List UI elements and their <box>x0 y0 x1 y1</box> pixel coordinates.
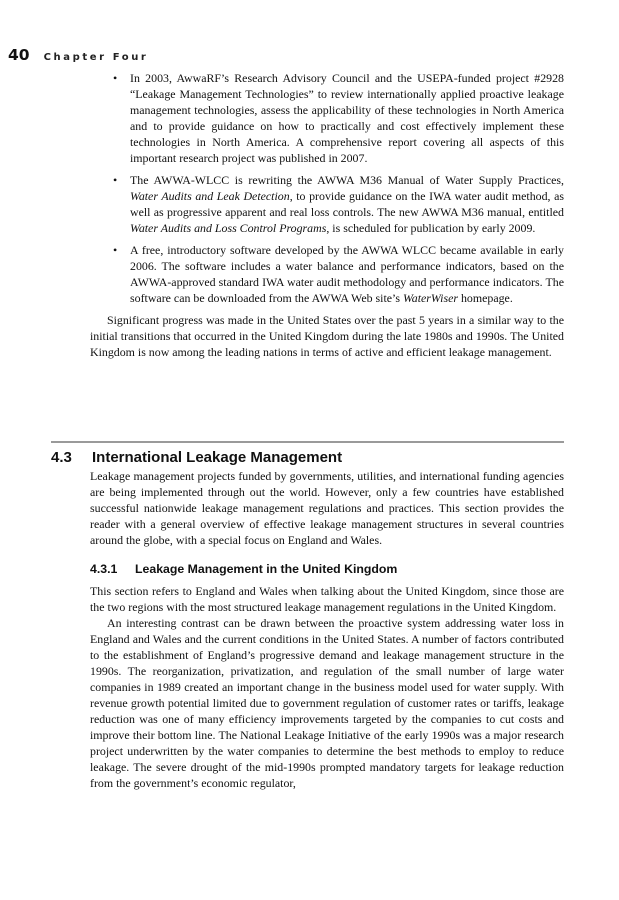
intro-paragraph: Significant progress was made in the United States over the past 5 years in a similar way to the initial transitions that occurred in the United Kingdom during the late 1980s and 1990s. The United Kingdom is now among the leading nations in terms of active and efficient leakage management. <box>90 313 564 359</box>
bullet-list <box>90 70 564 306</box>
bullet-text-pre: A free, introductory software developed by the AWWA WLCC became available in early 2006. The software includes a water balance and performance indicators, based on the AWWA-approved standard IWA water audit methodology and performance indicators. The software can be downloaded from the AWWA Web site’s <box>130 243 564 305</box>
section-heading <box>51 449 342 466</box>
list-item <box>113 70 564 166</box>
bullet-text-pre: The AWWA-WLCC is rewriting the AWWA M36 Manual of Water Supply Practices, <box>130 173 564 187</box>
bullet-text-mid: , to provide guidance on the IWA water audit method, as well as progressive apparent and real loss controls. The new AWWA M36 manual, entitled <box>130 189 565 219</box>
manual-title-new: Water Audits and Loss Control Programs <box>130 221 327 235</box>
bullet-icon: • <box>113 173 118 187</box>
manual-title-old: Water Audits and Leak Detection <box>130 189 290 203</box>
bullet-icon: • <box>113 71 118 85</box>
subsection-number: 4.3.1 <box>90 562 118 576</box>
main-text <box>90 70 564 360</box>
page-number: 40 <box>8 46 30 64</box>
section-body <box>90 468 564 791</box>
bullet-text-post: homepage. <box>458 291 513 305</box>
section-divider <box>51 441 564 443</box>
running-head: Chapter Four <box>43 52 149 63</box>
subsection-paragraph-1: This section refers to England and Wales when talking about the United Kingdom, since those are the two regions with the most structured leakage management regulations in the United Kingdom. <box>90 584 564 614</box>
bullet-icon: • <box>113 243 118 257</box>
list-item <box>113 172 565 236</box>
page-header <box>8 46 148 64</box>
subsection-title: Leakage Management in the United Kingdom <box>135 562 398 576</box>
section-title: International Leakage Management <box>92 449 343 466</box>
waterwiser-name: WaterWiser <box>402 291 458 305</box>
bullet-text: In 2003, AwwaRF’s Research Advisory Council and the USEPA-funded project #2928 “Leakage Management Technologies” to review internationally applied proactive leakage management technologies, assess the applicability of these technologies in North America and to provide guidance on how to practically and cost effectively implement these technologies in North America. A comprehensive report covering all aspects of this important research project was published in 2007. <box>130 71 564 165</box>
subsection-paragraph-2: An interesting contrast can be drawn between the proactive system addressing water loss in England and Wales and the current conditions in the United States. A number of factors contributed to the establishment of England’s progressive demand and leakage management structure in the 1990s. The reorganization, privatization, and regulation of the small number of large water companies in 1989 created an important change in the business model used for water supply. With revenue growth potential limited due to government regulation of customer rates or tariffs, leakage reduction was one of many efficiency improvements targeted by the companies to cut costs and improve their bottom line. The National Leakage Initiative of the early 1990s was a major research project underwritten by the water companies to determine the best methods to employ to reduce leakage. The severe drought of the mid-1990s prompted mandatory targets for leakage reduction from the government’s economic regulator, <box>90 616 564 790</box>
section-number: 4.3 <box>51 449 72 466</box>
section-paragraph: Leakage management projects funded by governments, utilities, and international funding agencies are being implemented through out the world. However, only a few countries have established successful nationwide leakage management regulations and practices. This section provides the reader with a general overview of effective leakage management structures in several countries around the globe, with a special focus on England and Wales. <box>90 469 564 547</box>
bullet-text-post: , is scheduled for publication by early 2009. <box>326 221 536 235</box>
list-item <box>113 242 564 306</box>
subsection-heading <box>90 561 564 577</box>
